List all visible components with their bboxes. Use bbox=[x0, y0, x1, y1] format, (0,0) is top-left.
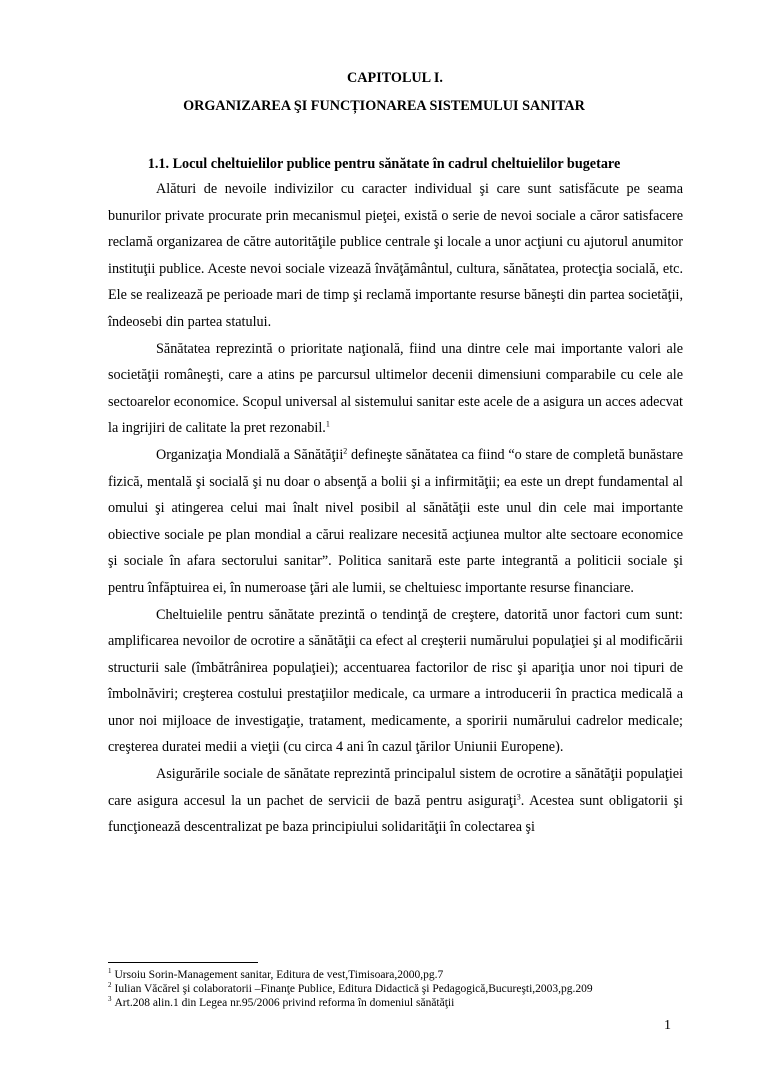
footnote-number: 3 bbox=[108, 995, 112, 1004]
paragraph-text: defineşte sănătatea ca fiind “o stare de completă bunăstare fizică, mentală şi socială şi nu doar o absenţă a bolii şi a infirmităţii; ea este un drept fundamental al omului şi atingerea celui mai înalt nivel posibil al sănătăţii este unul din cele mai importante obiective sociale pe plan mondial a cărui realizare necesită acţiunea multor alte sectoare economice şi sociale în afara sectorului sanitar”. Politica sanitară este parte integrantă a politicii sociale şi pentru înfăptuirea ei, în numeroase ţări ale lumii, se cheltuiesc importante resurse financiare. bbox=[108, 446, 683, 596]
chapter-label: CAPITOLUL I. bbox=[347, 70, 443, 86]
paragraph-2 bbox=[108, 336, 683, 442]
section-heading: 1.1. Locul cheltuielilor publice pentru sănătate în cadrul cheltuielilor bugetare bbox=[147, 156, 621, 172]
paragraph-5 bbox=[108, 761, 683, 841]
paragraph-text: Sănătatea reprezintă o prioritate naţională, fiind una dintre cele mai importante valori ale societăţii româneşti, care a atins pe parcursul ultimelor decenii dimensiuni comparabile cu cele ale sectoarelor economice. Scopul universal al sistemului sanitar este acele de a asigura un acces adecvat la ingrijiri de calitate la pret rezonabil. bbox=[108, 340, 683, 437]
footnote-ref: 1 bbox=[325, 419, 330, 429]
footnote-2 bbox=[108, 982, 708, 996]
footnote-text: Ursoiu Sorin-Management sanitar, Editura de vest,Timisoara,2000,pg.7 bbox=[114, 969, 444, 981]
footnote-text: Iulian Văcărel şi colaboratorii –Finanţe Publice, Editura Didactică şi Pedagogică,Bucureşti,2003,pg.209 bbox=[114, 983, 593, 995]
footnote-number: 1 bbox=[108, 967, 112, 976]
paragraph-text: Organizaţia Mondială a Sănătăţii bbox=[156, 446, 344, 463]
paragraph-4 bbox=[108, 602, 683, 762]
paragraph-text: Asigurările sociale de sănătate reprezintă principalul sistem de ocrotire a sănătăţii populaţiei care asigura accesul la un pachet de servicii de bază pentru asiguraţi bbox=[108, 766, 683, 809]
footnote-ref: 3 bbox=[516, 791, 521, 801]
footnotes bbox=[108, 968, 708, 1010]
footnote-ref: 2 bbox=[343, 446, 348, 456]
paragraph-text: Cheltuielile pentru sănătate prezintă o tendinţă de creştere, datorită unor factori cum sunt: amplificarea nevoilor de ocrotire a sănătăţii ca efect al creşterii numărului populaţiei şi al modificării structurii sale (îmbătrânirea populaţiei); accentuarea factorilor de risc şi apariţia unor noi tipuri de îmbolnăviri; creşterea costului prestaţiilor medicale, ca urmare a introducerii în practica medicală a unor noi mijloace de investigaţie, tratament, medicamente, a sporirii numărului cadrelor medicale; creşterea duratei medii a vieţii (cu circa 4 ani în cazul ţărilor Uniunii Europene). bbox=[108, 606, 683, 756]
paragraph-text: . Acestea sunt obligatorii şi funcţionează descentralizat pe baza principiului solidarităţii în colectarea şi bbox=[108, 792, 683, 836]
page-number: 1 bbox=[664, 1018, 671, 1033]
chapter-title: ORGANIZAREA ŞI FUNCȚIONAREA SISTEMULUI SANITAR bbox=[183, 98, 585, 114]
footnote-1 bbox=[108, 968, 708, 982]
footnote-text: Art.208 alin.1 din Legea nr.95/2006 privind reforma în domeniul sănătăţii bbox=[114, 997, 455, 1009]
footnote-divider bbox=[108, 962, 258, 963]
footnote-3 bbox=[108, 996, 708, 1010]
paragraph-3 bbox=[108, 442, 683, 602]
paragraph-text: Alături de nevoile indivizilor cu caracter individual şi care sunt satisfăcute pe seama bunurilor private procurate prin mecanismul pieţei, există o serie de nevoi sociale a căror satisfacere reclamă organizarea de către autorităţile publice centrale şi locale a unor acţiuni cu ajutorul anumitor instituţii publice. Aceste nevoi sociale vizează învăţământul, cultura, sănătatea, protecţia socială, etc. Ele se realizează pe perioade mari de timp şi reclamă importante resurse băneşti din partea societăţii, îndeosebi din partea statului. bbox=[108, 181, 683, 330]
body-text bbox=[108, 176, 683, 841]
paragraph-1 bbox=[108, 176, 683, 336]
footnote-number: 2 bbox=[108, 981, 112, 990]
